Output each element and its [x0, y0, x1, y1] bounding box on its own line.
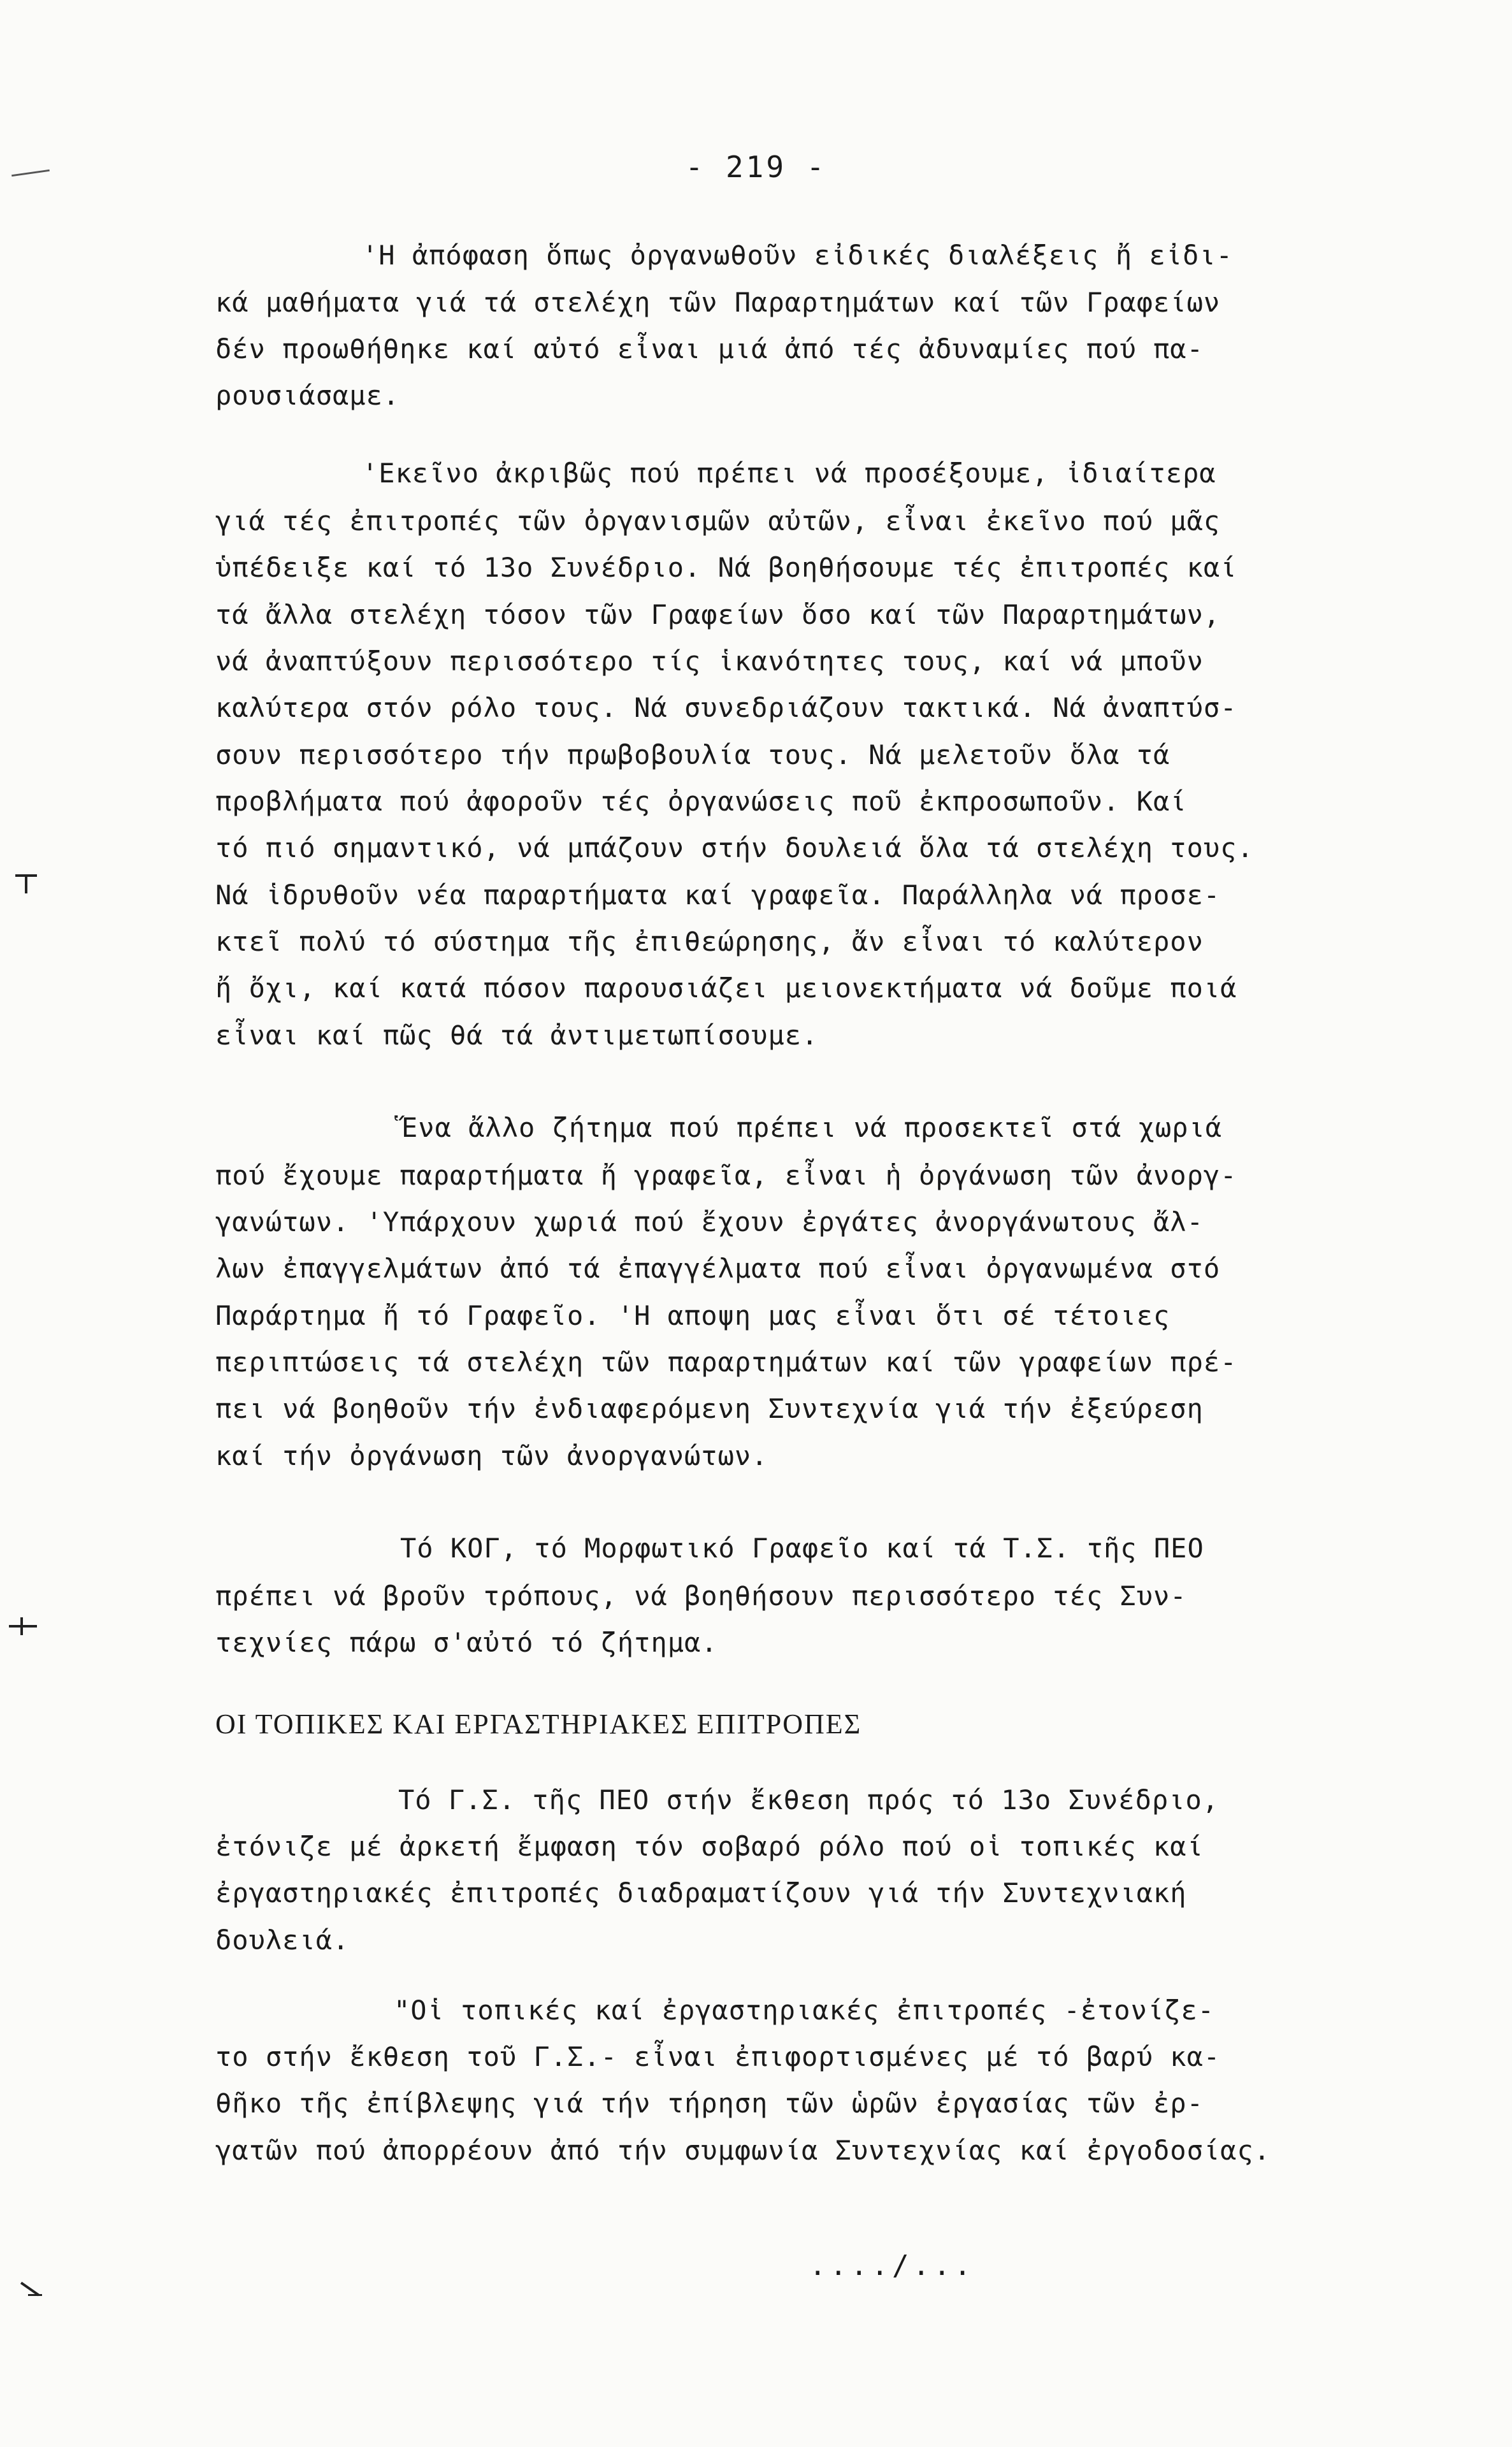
text-line: δουλειά. [215, 1924, 350, 1956]
continuation-marker: ..../... [809, 2249, 975, 2282]
text-line: Τό Γ.Σ. τῆς ΠΕΟ στήν ἔκθεση πρός τό 13ο Συνέδριο, [398, 1784, 1220, 1815]
text-line: κτεῖ πολύ τό σύστημα τῆς ἐπιθεώρησης, ἄν εἶναι τό καλύτερον [215, 926, 1204, 957]
text-line: προβλήματα πού ἀφοροῦν τές ὀργανώσεις ποῦ ἐκπροσωποῦν. Καί [215, 786, 1187, 817]
text-line: πού ἔχουμε παραρτήματα ἤ γραφεῖα, εἶναι ἡ ὀργάνωση τῶν ἀνοργ- [215, 1160, 1237, 1191]
text-line: Τό ΚΟΓ, τό Μορφωτικό Γραφεῖο καί τά Τ.Σ. τῆς ΠΕΟ [400, 1533, 1204, 1564]
text-line: 'Η ἀπόφαση ὅπως ὀργανωθοῦν εἰδικές διαλέξεις ἤ εἰδι- [362, 240, 1233, 271]
text-line: Ἕνα ἄλλο ζήτημα πού πρέπει νά προσεκτεῖ στά χωριά [401, 1112, 1223, 1143]
margin-mark [20, 1617, 23, 1635]
text-line: θῆκο τῆς ἐπίβλεψης γιά τήν τήρηση τῶν ὡρῶν ἐργασίας τῶν ἐρ- [215, 2088, 1204, 2119]
text-line: καί τήν ὀργάνωση τῶν ἀνοργανώτων. [215, 1440, 768, 1471]
text-line: καλύτερα στόν ρόλο τους. Νά συνεδριάζουν τακτικά. Νά ἀναπτύσ- [215, 692, 1237, 723]
text-line: Νά ἱδρυθοῦν νέα παραρτήματα καί γραφεῖα. Παράλληλα νά προσε- [215, 879, 1221, 911]
margin-mark [9, 1625, 37, 1628]
text-line: πει νά βοηθοῦν τήν ἐνδιαφερόμενη Συντεχνία γιά τήν ἐξεύρεση [215, 1393, 1204, 1424]
text-line: ὑπέδειξε καί τό 13ο Συνέδριο. Νά βοηθήσουμε τές ἐπιτροπές καί [215, 552, 1237, 583]
margin-mark [28, 2294, 42, 2296]
text-line: ρουσιάσαμε. [215, 380, 400, 411]
text-line: Παράρτημα ἤ τό Γραφεῖο. 'Η αποψη μας εἶναι ὅτι σέ τέτοιες [215, 1300, 1170, 1331]
text-line: το στήν ἔκθεση τοῦ Γ.Σ.- εἶναι ἐπιφορτισμένες μέ τό βαρύ κα- [215, 2041, 1221, 2072]
text-line: τά ἄλλα στελέχη τόσον τῶν Γραφείων ὅσο καί τῶν Παραρτημάτων, [215, 599, 1221, 630]
text-line: 'Εκεῖνο ἀκριβῶς πού πρέπει νά προσέξουμε, ἰδιαίτερα [362, 458, 1216, 489]
text-line: τεχνίες πάρω σ'αὐτό τό ζήτημα. [215, 1627, 718, 1658]
text-line: πρέπει νά βροῦν τρόπους, νά βοηθήσουν περισσότερο τές Συν- [215, 1580, 1187, 1612]
text-line: εἶναι καί πῶς θά τά ἀντιμετωπίσουμε. [215, 1020, 819, 1051]
text-line: νά ἀναπτύξουν περισσότερο τίς ἱκανότητες τους, καί νά μποῦν [215, 646, 1204, 677]
text-line: λων ἐπαγγελμάτων ἀπό τά ἐπαγγέλματα πού εἶναι ὀργανωμένα στό [215, 1253, 1221, 1284]
text-line: γανώτων. 'Υπάρχουν χωριά πού ἔχουν ἐργάτες ἀνοργάνωτους ἄλ- [215, 1206, 1204, 1238]
text-line: κά μαθήματα γιά τά στελέχη τῶν Παραρτημάτων καί τῶν Γραφείων [215, 287, 1221, 318]
text-line: ἐτόνιζε μέ ἀρκετή ἔμφαση τόν σοβαρό ρόλο πού οἱ τοπικές καί [215, 1831, 1204, 1862]
text-line: τό πιό σημαντικό, νά μπάζουν στήν δουλειά ὅλα τά στελέχη τους. [215, 832, 1254, 863]
text-line: ἤ ὄχι, καί κατά πόσον παρουσιάζει μειονεκτήματα νά δοῦμε ποιά [215, 972, 1237, 1004]
text-line: σουν περισσότερο τήν πρωβοβουλία τους. Νά μελετοῦν ὅλα τά [215, 739, 1170, 770]
page-number: - 219 - [685, 150, 827, 184]
text-line: "Οἱ τοπικές καί ἐργαστηριακές ἐπιτροπές -ἐτονίζε- [394, 1995, 1215, 2026]
text-line: ἐργαστηριακές ἐπιτροπές διαδραματίζουν γιά τήν Συντεχνιακή [215, 1877, 1187, 1909]
section-heading: ΟΙ ΤΟΠΙΚΕΣ ΚΑΙ ΕΡΓΑΣΤΗΡΙΑΚΕΣ ΕΠΙΤΡΟΠΕΣ [215, 1708, 862, 1740]
text-line: περιπτώσεις τά στελέχη τῶν παραρτημάτων καί τῶν γραφείων πρέ- [215, 1346, 1237, 1378]
text-line: γιά τές ἐπιτροπές τῶν ὀργανισμῶν αὐτῶν, εἶναι ἐκεῖνο πού μᾶς [215, 505, 1221, 537]
margin-mark [25, 874, 27, 893]
text-line: δέν προωθήθηκε καί αὐτό εἶναι μιά ἀπό τές ἀδυναμίες πού πα- [215, 333, 1204, 365]
text-line: γατῶν πού ἀπορρέουν ἀπό τήν συμφωνία Συντεχνίας καί ἐργοδοσίας. [215, 2135, 1271, 2166]
